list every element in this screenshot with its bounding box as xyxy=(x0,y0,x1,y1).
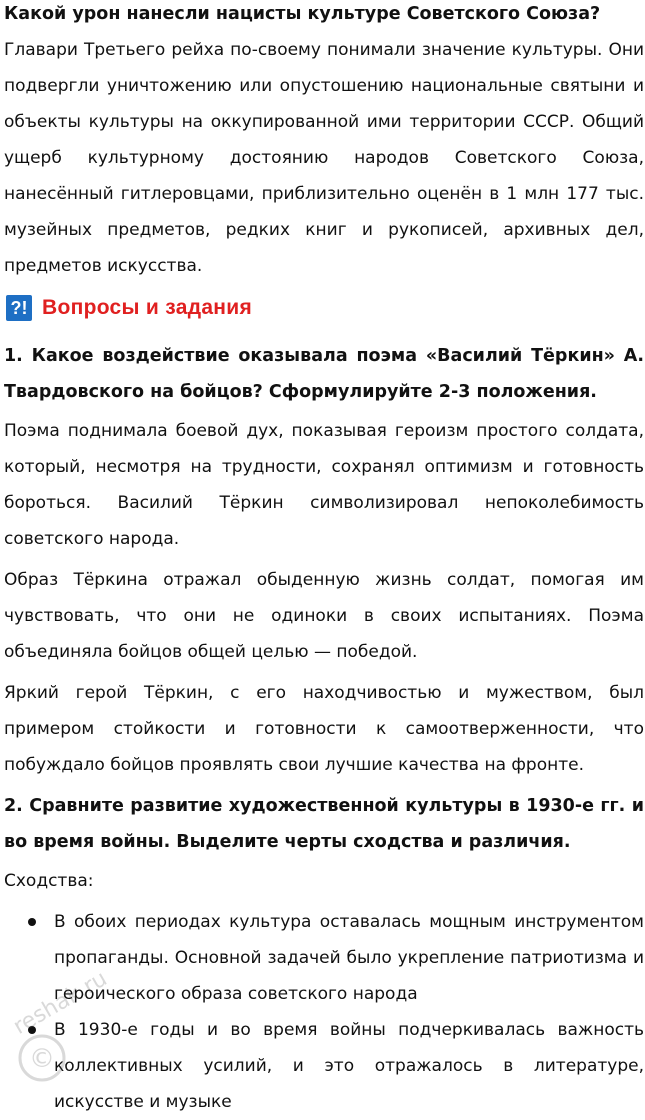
list-item-text: В обоих периодах культура оставалась мощным инструментом пропаганды. Основной задачей было укрепление патриотизма и героического образа советского народа xyxy=(54,912,644,1004)
section-heading: Какой урон нанесли нацисты культуре Советского Союза? xyxy=(4,4,601,24)
section-paragraph: Главари Третьего рейха по-своему понимали значение культуры. Они подвергли уничтожению или опустошению национальные святыни и объекты культуры на оккупированной ими территории СССР. Общий ущерб культурному достоянию народов Советского Союза, нанесённый гитлеровцами, приблизительно оценён в 1 млн 177 тыс. музейных предметов, редких книг и рукописей, архивных дел, предметов искусства. xyxy=(4,40,644,276)
question-1-heading: 1. Какое воздействие оказывала поэма «Василий Тёркин» А. Твардовского на бойцов? Сформулируйте 2-3 положения. xyxy=(4,346,644,402)
document-page xyxy=(4,0,644,1120)
similarities-list xyxy=(4,904,644,1120)
list-item xyxy=(4,1012,644,1120)
svg-text:©: © xyxy=(29,1044,55,1074)
similarities-label: Сходства: xyxy=(4,871,94,891)
question-1-answer-paragraph: Образ Тёркина отражал обыденную жизнь солдат, помогая им чувствовать, что они не одиноки в своих испытаниях. Поэма объединяла бойцов общей целью — победой. xyxy=(4,570,644,662)
question-exclamation-icon: ?! xyxy=(6,295,32,321)
questions-title: Вопросы и задания xyxy=(42,296,253,319)
question-1-answer-paragraph: Яркий герой Тёркин, с его находчивостью и мужеством, был примером стойкости и готовности к самоотверженности, что побуждало бойцов проявлять свои лучшие качества на фронте. xyxy=(4,683,644,775)
bullet-icon xyxy=(28,1026,36,1034)
watermark-text: reshak.ru xyxy=(9,966,112,1040)
questions-header xyxy=(4,290,644,326)
bullet-icon xyxy=(28,918,36,926)
list-item-text: В 1930-е годы и во время войны подчеркивалась важность коллективных усилий, и это отражалось в литературе, искусстве и музыке xyxy=(54,1020,644,1112)
list-item xyxy=(4,904,644,1012)
question-2-heading: 2. Сравните развитие художественной культуры в 1930-е гг. и во время войны. Выделите черты сходства и различия. xyxy=(4,796,644,852)
question-1-answer-paragraph: Поэма поднимала боевой дух, показывая героизм простого солдата, который, несмотря на трудности, сохранял оптимизм и готовность бороться. Василий Тёркин символизировал непоколебимость советского народа. xyxy=(4,421,644,549)
